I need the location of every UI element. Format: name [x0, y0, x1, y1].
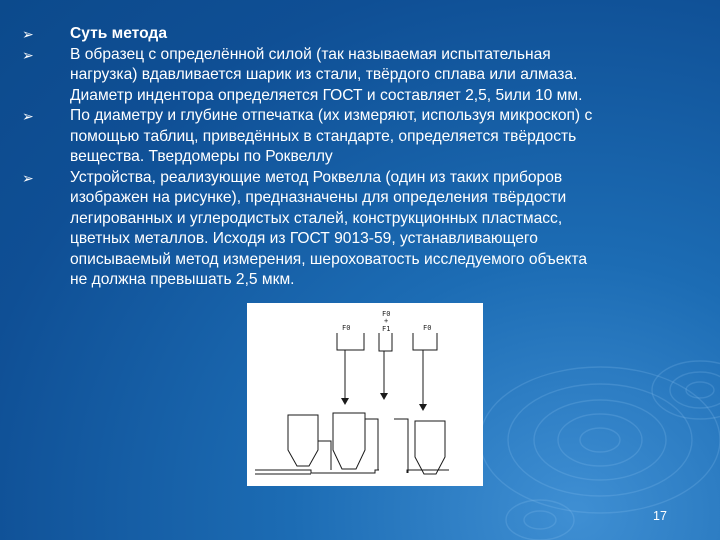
load-line — [365, 419, 378, 470]
load-line — [394, 419, 408, 473]
bullet-text: По диаметру и глубине отпечатка (их измеряют, используя микроскоп) с помощью таблиц, приведённых в стандарте, определяется твёрдость вещества. Твердомеры по Роквеллу — [70, 107, 593, 165]
arrow-bullet-icon: ➢ — [22, 26, 34, 42]
specimen-surface-line-right — [407, 470, 449, 473]
bullet-item-method-essence — [22, 24, 692, 45]
force-bracket — [337, 333, 364, 350]
force-label-f0-left: F0 — [342, 324, 351, 332]
force-bracket — [413, 333, 437, 350]
arrow-bullet-icon: ➢ — [22, 46, 34, 63]
load-line — [318, 441, 331, 470]
page-number: 17 — [653, 509, 667, 523]
bullet-text: Суть метода — [70, 25, 168, 42]
bullet-item-indenter — [22, 45, 692, 107]
arrow-bullet-icon: ➢ — [22, 169, 34, 186]
force-label-f0-top: F0 — [382, 310, 391, 318]
force-label-f1: F1 — [382, 325, 391, 333]
force-bracket — [379, 333, 392, 351]
bullet-text: Устройства, реализующие метод Роквелла (один из таких приборов изображен на рисунке), предназначены для определения твёрдости легированных и углеродистых сталей, конструкционных пластмасс, цветных металлов. Исходя из ГОСТ 9013-59, устанавливающего описываемый метод измерения, шероховатость исследуемого объекта не должна превышать 2,5 мкм. — [70, 168, 588, 288]
bullet-list — [22, 24, 692, 291]
bullet-item-hardness-determination — [22, 106, 692, 168]
bullet-text: В образец с определённой силой (так называемая испытательная нагрузка) вдавливается шарик из стали, твёрдого сплава или алмаза. Диаметр индентора определяется ГОСТ и составляет 2,5, 5или 10 мм. — [70, 45, 583, 104]
arrow-head — [341, 398, 349, 405]
indenter-shape — [333, 413, 365, 469]
force-label-f0-right: F0 — [423, 324, 432, 332]
indenter-shape — [415, 421, 445, 474]
bullet-item-rockwell-devices — [22, 168, 692, 291]
indentation-diagram-svg — [247, 303, 483, 486]
specimen-surface-line — [255, 470, 379, 473]
arrow-head — [380, 393, 388, 400]
force-label-plus: + — [384, 317, 389, 325]
indenter-shape — [288, 415, 318, 466]
arrow-head — [419, 404, 427, 411]
arrow-bullet-icon: ➢ — [22, 108, 34, 124]
rockwell-method-diagram — [247, 303, 483, 486]
